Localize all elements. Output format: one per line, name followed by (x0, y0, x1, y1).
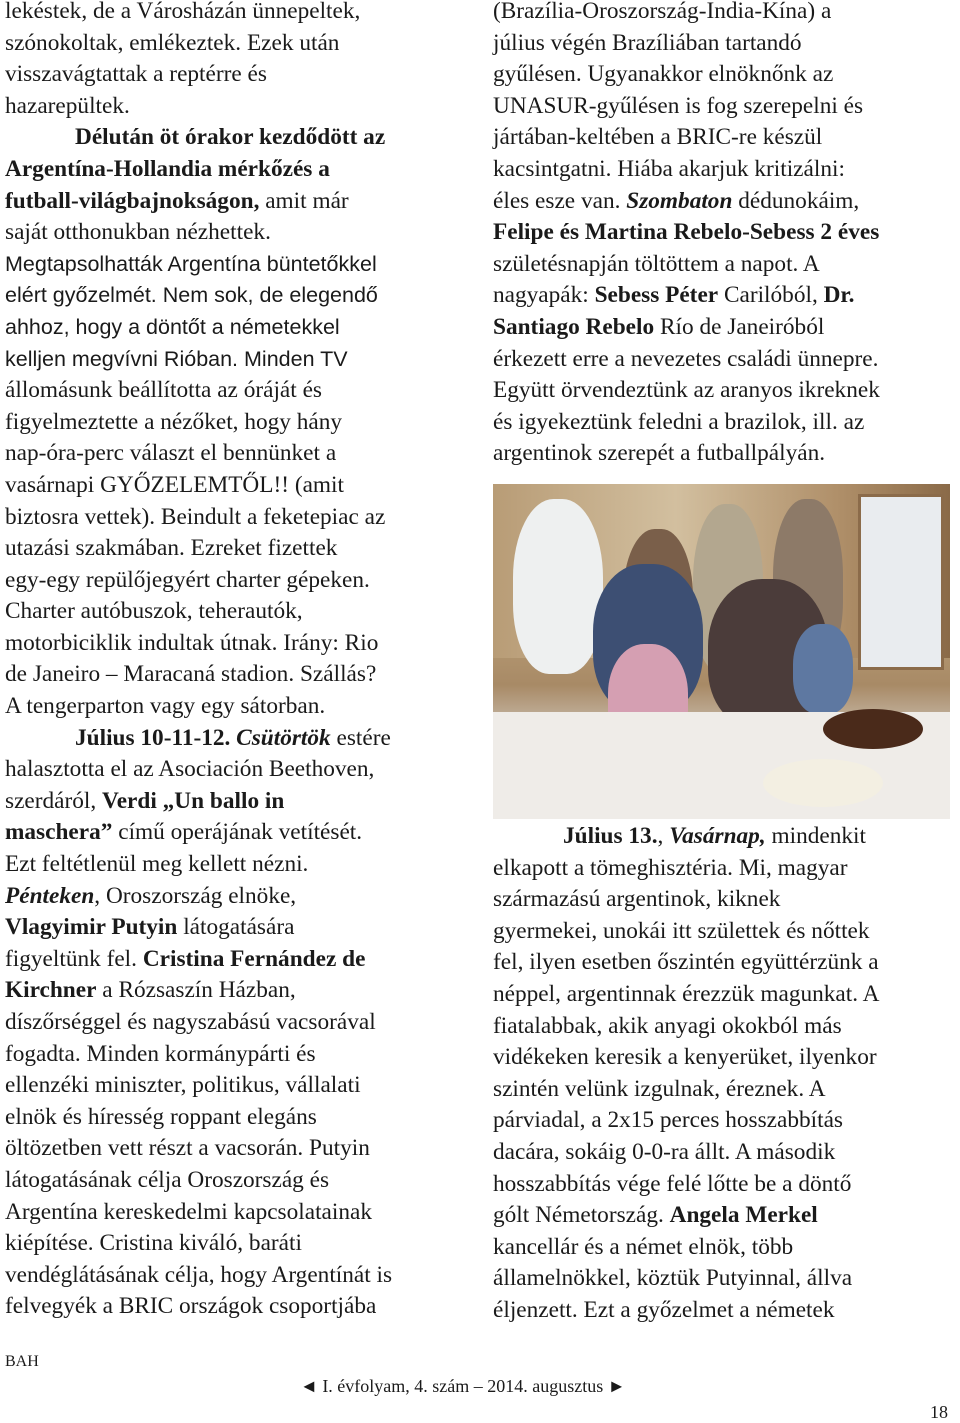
text: kancellár és a német elnök, több (493, 1233, 794, 1260)
author-initials: BAH (5, 1353, 39, 1370)
text-line (5, 186, 475, 218)
text: július végén Brazíliában tartandó (493, 29, 802, 56)
text-line (5, 1133, 475, 1165)
text: a Rózsaszín Házban, (96, 977, 296, 1004)
text: hosszabbítás vége felé lőtte be a döntő (493, 1170, 852, 1197)
text: de Janeiro – Maracaná stadion. Szállás? (5, 661, 377, 688)
photo-chocolate-cake (823, 709, 923, 749)
text: Charter autóbuszok, teherautók, (5, 598, 303, 625)
text: éljenzett. Ezt a győzelmet a németek (493, 1296, 835, 1323)
text: gólt Németország. (493, 1202, 670, 1229)
photo-person (793, 624, 853, 714)
text: elnök és híresség roppant elegáns (5, 1103, 317, 1130)
text-line (493, 947, 953, 979)
text-line (5, 502, 475, 534)
text-line (493, 1263, 953, 1295)
text-line (493, 28, 953, 60)
text-line (5, 91, 475, 123)
text: Ezt feltétlenül meg kellett nézni. (5, 851, 309, 878)
text: Megtapsolhatták Argentína büntetőkkel (5, 251, 377, 276)
text: gyűlésen. Ugyanakkor elnöknőnk az (493, 61, 834, 88)
text: születésnapján töltöttem a napot. A (493, 250, 820, 277)
text-line (493, 186, 953, 218)
text-line (493, 438, 953, 470)
text: Argentína-Hollandia mérkőzés a (5, 155, 330, 182)
photo-white-cake (763, 759, 883, 807)
text: díszőrséggel és nagyszabású vacsorával (5, 1009, 376, 1035)
text-line (493, 312, 953, 344)
text-line (493, 122, 953, 154)
text-line (5, 1070, 475, 1102)
text: állomásunk beállította az óráját és (5, 377, 322, 404)
text-line (5, 344, 475, 376)
text: Sebess Péter (594, 282, 719, 309)
text: dédunokáim, (732, 187, 860, 214)
text-line (493, 1137, 953, 1169)
text: ellenzéki miniszter, politikus, vállalati (5, 1072, 361, 1099)
text-line (5, 1260, 475, 1292)
text: Argentína kereskedelmi kapcsolatainak (5, 1198, 373, 1225)
text-line (5, 659, 475, 691)
text: vasárnapi GYŐZELEMTŐL!! (amit (5, 471, 344, 498)
text: felvegyék a BRIC országok csoportjába (5, 1293, 377, 1320)
text-line (5, 786, 475, 818)
text: (Brazília-Oroszország-India-Kína) a (493, 0, 832, 24)
text: című operájának vetítését. (112, 819, 363, 846)
text: , Oroszország elnöke, (94, 882, 297, 909)
text-line (5, 754, 475, 786)
text: figyeltünk fel. (5, 945, 143, 972)
text-line (5, 881, 475, 913)
text: kiépítése. Cristina kiváló, baráti (5, 1230, 302, 1257)
text: fogadta. Minden kormánypárti és (5, 1040, 316, 1067)
text: gyermekei, unokái itt születtek és nőttek (493, 917, 870, 944)
text-line (493, 375, 953, 407)
text: nap-óra-perc választ el bennünket a (5, 440, 337, 467)
text: éles esze van. (493, 187, 627, 214)
text-line (5, 817, 475, 849)
text-line (493, 1200, 953, 1232)
text-line (5, 0, 475, 28)
text-line (5, 1102, 475, 1134)
text: amit már (259, 187, 349, 214)
issue-info: ◄ I. évfolyam, 4. szám – 2014. augusztus ► (300, 1376, 626, 1396)
text-line (5, 849, 475, 881)
text: nagyapák: (493, 282, 595, 309)
text: futball-világbajnokságon, (5, 187, 260, 214)
photo-person (513, 499, 603, 674)
text: Dr. (823, 282, 855, 309)
text-line (493, 0, 953, 28)
text-line (493, 344, 953, 376)
text: Július 13. (563, 823, 658, 849)
text-line (5, 628, 475, 660)
right-column-bottom (493, 821, 953, 1327)
text-line (5, 1007, 475, 1039)
text: Csütörtök (236, 724, 331, 751)
text-line (493, 154, 953, 186)
page-number: 18 (930, 1402, 948, 1422)
text: A tengerparton vagy egy sátorban. (5, 693, 326, 720)
text-line (5, 1291, 475, 1323)
text-line (493, 1232, 953, 1264)
text-line (493, 1169, 953, 1201)
text-line (493, 916, 953, 948)
text: párviadal, a 2x15 perces hosszabbítás (493, 1107, 843, 1134)
text-line (5, 533, 475, 565)
text-line (5, 723, 475, 755)
text: mindenkit (765, 823, 866, 849)
text: egy-egy repülőjegyért charter gépeken. (5, 566, 370, 593)
text: estére (330, 724, 391, 751)
text-line (5, 912, 475, 944)
text: kacsintgatni. Hiába akarjuk kritizálni: (493, 155, 845, 182)
text: maschera” (5, 819, 113, 846)
text: Carilóból, (718, 282, 824, 309)
text: elért győzelmét. Nem sok, de elegendő (5, 283, 378, 308)
text-line (5, 691, 475, 723)
text: Angela Merkel (669, 1202, 818, 1229)
text-line (493, 407, 953, 439)
text-line (5, 1228, 475, 1260)
text-line (493, 821, 953, 853)
text: Együtt örvendeztünk az aranyos ikreknek (493, 377, 880, 404)
text-line (5, 217, 475, 249)
text: ahhoz, hogy a döntőt a németekkel (5, 314, 340, 339)
text: látogatásának célja Oroszország és (5, 1166, 330, 1193)
text-line (5, 565, 475, 597)
text-line (493, 1074, 953, 1106)
family-birthday-photo (493, 484, 950, 819)
text-line (5, 28, 475, 60)
text: vendéglátásának célja, hogy Argentínát is (5, 1261, 393, 1288)
text: Río de Janeiróból (654, 313, 825, 340)
text: utazási szakmában. Ezreket fizettek (5, 535, 338, 562)
text-line (5, 470, 475, 502)
text-line (5, 312, 475, 344)
text-line (493, 1011, 953, 1043)
text-line (493, 249, 953, 281)
text: Szombaton (626, 187, 733, 214)
text: szónokoltak, emlékeztek. Ezek után (5, 29, 340, 56)
text: fel, ilyen esetben őszintén együttérzünk a (493, 949, 879, 976)
text-line (5, 154, 475, 186)
text-line (5, 596, 475, 628)
text: biztosra vettek). Beindult a feketepiac az (5, 503, 386, 530)
text: argentinok szerepét a futballpályán. (493, 440, 826, 467)
text: Verdi „Un ballo in (102, 787, 285, 814)
text: dacára, sokáig 0-0-ra állt. A második (493, 1138, 836, 1165)
text: Vasárnap, (669, 823, 766, 849)
text-line (5, 1165, 475, 1197)
text: államelnökkel, köztük Putyinnal, állva (493, 1265, 853, 1292)
text-line (493, 853, 953, 885)
text: elkapott a tömeghisztéria. Mi, magyar (493, 854, 848, 881)
text-line (493, 217, 953, 249)
text: öltözetben vett részt a vacsorán. Putyin (5, 1135, 370, 1162)
text: szintén velünk izgulnak, éreznek. A (493, 1075, 826, 1102)
text-line (5, 249, 475, 281)
text: motorbiciklik indultak útnak. Irány: Rio (5, 629, 379, 656)
photo-window (858, 494, 944, 670)
text: kelljen megvívni Rióban. Minden TV (5, 346, 348, 371)
text-line (493, 91, 953, 123)
text: Délután öt órakor kezdődött az (75, 124, 386, 151)
text-line (493, 1042, 953, 1074)
text: saját otthonukban nézhettek. (5, 219, 271, 246)
right-column-top (493, 0, 953, 470)
text-line (493, 1105, 953, 1137)
text: Kirchner (5, 977, 97, 1004)
text-line (5, 1197, 475, 1229)
text: Felipe és Martina Rebelo-Sebess 2 éves (493, 219, 880, 246)
text: Július 10-11-12. (75, 724, 237, 751)
text: UNASUR-gyűlésen is fog szerepelni és (493, 92, 864, 119)
text: , (657, 823, 670, 849)
text: származású argentinok, kiknek (493, 886, 781, 913)
text-line (5, 122, 475, 154)
text: lekéstek, de a Városházán ünnepeltek, (5, 0, 361, 24)
text: figyelmeztette a nézőket, hogy hány (5, 408, 343, 435)
text-line (493, 979, 953, 1011)
text-line (5, 975, 475, 1007)
text-line (493, 59, 953, 91)
text-line (5, 59, 475, 91)
text: szerdáról, (5, 787, 103, 814)
text-line (493, 1295, 953, 1327)
text-line (5, 438, 475, 470)
text: és igyekeztünk feledni a brazilok, ill. az (493, 408, 865, 435)
text-line (493, 280, 953, 312)
text-line (5, 407, 475, 439)
text: jártában-keltében a BRIC-re készül (493, 124, 823, 151)
text: Vlagyimir Putyin (5, 914, 178, 941)
text: fiatalabbak, akik anyagi okokból más (493, 1012, 842, 1039)
text: látogatására (177, 914, 295, 941)
text-line (493, 884, 953, 916)
text: Cristina Fernández de (142, 945, 366, 972)
text: érkezett erre a nevezetes családi ünnepre. (493, 345, 879, 372)
text: hazarepültek. (5, 92, 130, 119)
text-line (5, 375, 475, 407)
text-line (5, 1039, 475, 1071)
text: halasztotta el az Asociación Beethoven, (5, 756, 375, 783)
text: néppel, argentinnak érezzük magunkat. A (493, 980, 880, 1007)
text: Santiago Rebelo (493, 313, 655, 340)
text-line (5, 944, 475, 976)
left-column (5, 0, 475, 1323)
text-line (5, 280, 475, 312)
text: visszavágtattak a reptérre és (5, 61, 267, 88)
text: Pénteken (5, 882, 95, 909)
text: vidékeken keresik a kenyerüket, ilyenkor (493, 1044, 877, 1071)
